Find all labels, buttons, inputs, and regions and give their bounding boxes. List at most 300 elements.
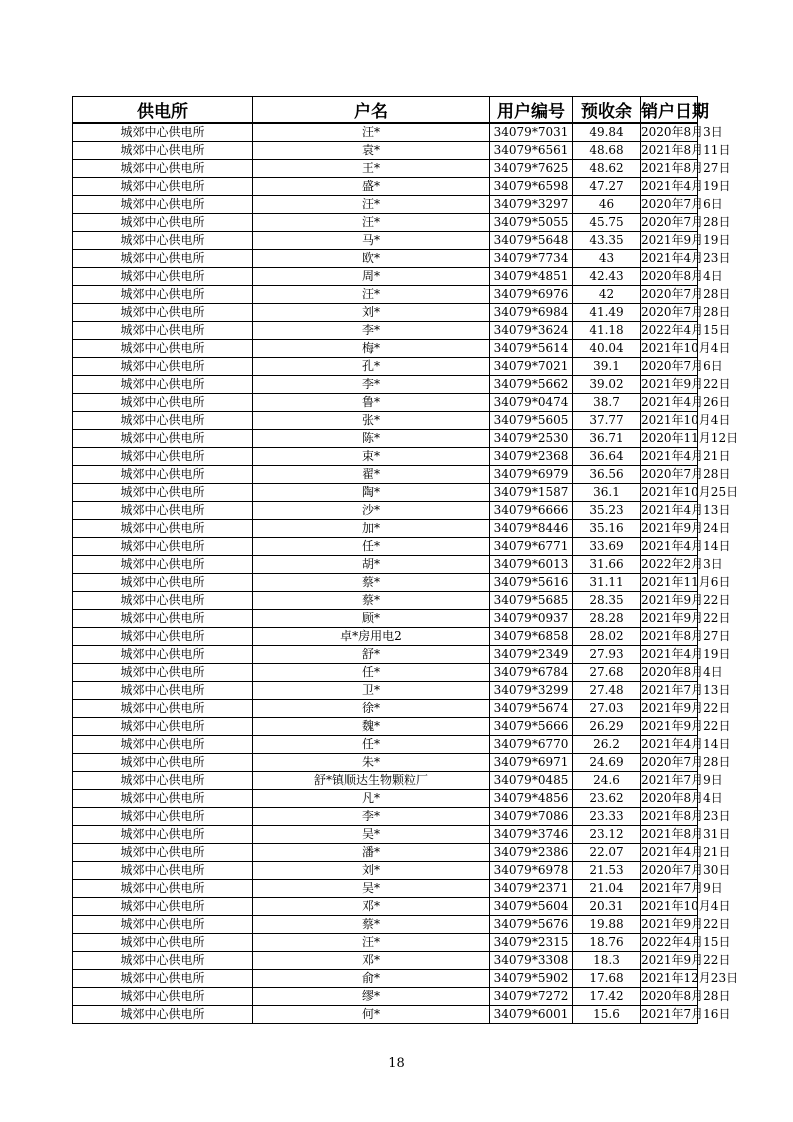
cell-account-name: 缪* [253, 988, 490, 1006]
cell-closing-date: 2021年4月14日 [641, 736, 698, 754]
cell-supply-station: 城郊中心供电所 [73, 880, 253, 898]
cell-prepaid-balance: 36.56 [573, 466, 641, 484]
cell-prepaid-balance: 26.2 [573, 736, 641, 754]
table-row [73, 988, 698, 1006]
cell-account-number: 34079*4856 [490, 790, 573, 808]
cell-account-number: 34079*4851 [490, 268, 573, 286]
table-row [73, 1006, 698, 1024]
cell-account-name: 徐* [253, 700, 490, 718]
cell-prepaid-balance: 18.3 [573, 952, 641, 970]
cell-supply-station: 城郊中心供电所 [73, 538, 253, 556]
cell-account-number: 34079*5614 [490, 340, 573, 358]
cell-prepaid-balance: 17.68 [573, 970, 641, 988]
table-row [73, 826, 698, 844]
cell-account-number: 34079*0485 [490, 772, 573, 790]
cell-account-name: 任* [253, 736, 490, 754]
cell-prepaid-balance: 48.68 [573, 142, 641, 160]
cell-closing-date: 2022年4月15日 [641, 322, 698, 340]
table-row [73, 358, 698, 376]
table-row [73, 592, 698, 610]
cell-account-name: 舒* [253, 646, 490, 664]
cell-prepaid-balance: 27.03 [573, 700, 641, 718]
cell-prepaid-balance: 35.16 [573, 520, 641, 538]
cell-supply-station: 城郊中心供电所 [73, 898, 253, 916]
cell-account-number: 34079*1587 [490, 484, 573, 502]
cell-closing-date: 2020年8月4日 [641, 268, 698, 286]
cell-closing-date: 2022年2月3日 [641, 556, 698, 574]
cell-supply-station: 城郊中心供电所 [73, 160, 253, 178]
cell-account-name: 李* [253, 808, 490, 826]
cell-prepaid-balance: 28.02 [573, 628, 641, 646]
table-row [73, 952, 698, 970]
table-row [73, 880, 698, 898]
cell-supply-station: 城郊中心供电所 [73, 196, 253, 214]
cell-closing-date: 2020年8月4日 [641, 664, 698, 682]
table-body [73, 123, 739, 1024]
cell-closing-date: 2021年8月31日 [641, 826, 698, 844]
cell-supply-station: 城郊中心供电所 [73, 484, 253, 502]
cell-account-number: 34079*5902 [490, 970, 573, 988]
cell-prepaid-balance: 39.02 [573, 376, 641, 394]
table-row [73, 520, 698, 538]
cell-supply-station: 城郊中心供电所 [73, 123, 253, 142]
cell-closing-date: 2021年7月13日 [641, 682, 698, 700]
cell-account-number: 34079*2530 [490, 430, 573, 448]
cell-account-name: 蔡* [253, 916, 490, 934]
cell-account-number: 34079*6976 [490, 286, 573, 304]
cell-account-name: 袁* [253, 142, 490, 160]
cell-account-name: 蔡* [253, 592, 490, 610]
table-row [73, 718, 698, 736]
cell-account-name: 吴* [253, 826, 490, 844]
cell-prepaid-balance: 21.04 [573, 880, 641, 898]
cell-supply-station: 城郊中心供电所 [73, 268, 253, 286]
cell-closing-date: 2021年4月23日 [641, 250, 698, 268]
cell-supply-station: 城郊中心供电所 [73, 970, 253, 988]
cell-account-number: 34079*5605 [490, 412, 573, 430]
cell-prepaid-balance: 23.33 [573, 808, 641, 826]
cell-supply-station: 城郊中心供电所 [73, 322, 253, 340]
cell-supply-station: 城郊中心供电所 [73, 772, 253, 790]
cell-account-number: 34079*6978 [490, 862, 573, 880]
cell-closing-date: 2021年4月19日 [641, 646, 698, 664]
cell-closing-date: 2021年10月4日 [641, 340, 698, 358]
table-row [73, 790, 698, 808]
cell-closing-date: 2021年4月21日 [641, 844, 698, 862]
cell-account-number: 34079*5055 [490, 214, 573, 232]
cell-supply-station: 城郊中心供电所 [73, 340, 253, 358]
table-row [73, 484, 698, 502]
cell-supply-station: 城郊中心供电所 [73, 214, 253, 232]
table-row [73, 250, 698, 268]
cell-account-number: 34079*8446 [490, 520, 573, 538]
table-row [73, 322, 698, 340]
header-closing-date: 销户日期 [641, 97, 698, 124]
cell-account-name: 汪* [253, 123, 490, 142]
cell-supply-station: 城郊中心供电所 [73, 520, 253, 538]
table-row [73, 268, 698, 286]
cell-account-number: 34079*7272 [490, 988, 573, 1006]
cell-account-number: 34079*2315 [490, 934, 573, 952]
cell-account-name: 欧* [253, 250, 490, 268]
cell-account-name: 汪* [253, 934, 490, 952]
table-row [73, 610, 698, 628]
cell-closing-date: 2021年7月16日 [641, 1006, 698, 1024]
table-row [73, 142, 698, 160]
table-row [73, 970, 698, 988]
cell-account-number: 34079*6770 [490, 736, 573, 754]
table-row [73, 412, 698, 430]
cell-supply-station: 城郊中心供电所 [73, 952, 253, 970]
cell-account-name: 邓* [253, 952, 490, 970]
cell-closing-date: 2021年10月4日 [641, 412, 698, 430]
cell-supply-station: 城郊中心供电所 [73, 808, 253, 826]
cell-account-name: 卓*房用电2 [253, 628, 490, 646]
cell-account-number: 34079*7734 [490, 250, 573, 268]
cell-account-number: 34079*2386 [490, 844, 573, 862]
cell-prepaid-balance: 26.29 [573, 718, 641, 736]
cell-prepaid-balance: 43.35 [573, 232, 641, 250]
cell-prepaid-balance: 28.28 [573, 610, 641, 628]
cell-account-name: 张* [253, 412, 490, 430]
cell-supply-station: 城郊中心供电所 [73, 412, 253, 430]
cell-prepaid-balance: 43 [573, 250, 641, 268]
cell-account-number: 34079*0474 [490, 394, 573, 412]
table-row [73, 214, 698, 232]
cell-account-name: 任* [253, 664, 490, 682]
cell-account-number: 34079*6784 [490, 664, 573, 682]
cell-supply-station: 城郊中心供电所 [73, 556, 253, 574]
table-row [73, 448, 698, 466]
cell-prepaid-balance: 46 [573, 196, 641, 214]
cell-closing-date: 2021年7月9日 [641, 880, 698, 898]
cell-closing-date: 2021年8月27日 [641, 160, 698, 178]
table-row [73, 466, 698, 484]
cell-account-name: 胡* [253, 556, 490, 574]
cell-prepaid-balance: 27.48 [573, 682, 641, 700]
cell-account-name: 盛* [253, 178, 490, 196]
cell-prepaid-balance: 27.68 [573, 664, 641, 682]
cell-supply-station: 城郊中心供电所 [73, 736, 253, 754]
table-row [73, 772, 698, 790]
cell-closing-date: 2021年9月19日 [641, 232, 698, 250]
header-account-name: 户名 [253, 97, 490, 124]
cell-account-number: 34079*2368 [490, 448, 573, 466]
cell-closing-date: 2022年4月15日 [641, 934, 698, 952]
cell-account-number: 34079*5616 [490, 574, 573, 592]
cell-account-number: 34079*7021 [490, 358, 573, 376]
cell-supply-station: 城郊中心供电所 [73, 826, 253, 844]
cell-account-name: 翟* [253, 466, 490, 484]
table-row [73, 123, 698, 142]
cell-closing-date: 2020年8月3日 [641, 123, 698, 142]
cell-account-number: 34079*6858 [490, 628, 573, 646]
table-row [73, 502, 698, 520]
cell-closing-date: 2021年8月27日 [641, 628, 698, 646]
cell-account-name: 舒*镇顺达生物颗粒厂 [253, 772, 490, 790]
cell-supply-station: 城郊中心供电所 [73, 646, 253, 664]
cell-account-name: 刘* [253, 304, 490, 322]
closed-accounts-table [72, 96, 739, 1024]
cell-closing-date: 2021年9月22日 [641, 610, 698, 628]
table-row [73, 646, 698, 664]
cell-account-name: 李* [253, 322, 490, 340]
table-row [73, 376, 698, 394]
table-row [73, 538, 698, 556]
cell-supply-station: 城郊中心供电所 [73, 574, 253, 592]
cell-account-name: 蔡* [253, 574, 490, 592]
cell-account-name: 何* [253, 1006, 490, 1024]
cell-prepaid-balance: 42.43 [573, 268, 641, 286]
table-row [73, 232, 698, 250]
cell-supply-station: 城郊中心供电所 [73, 358, 253, 376]
cell-supply-station: 城郊中心供电所 [73, 502, 253, 520]
cell-closing-date: 2021年9月22日 [641, 718, 698, 736]
table-row [73, 808, 698, 826]
cell-supply-station: 城郊中心供电所 [73, 628, 253, 646]
table-row [73, 574, 698, 592]
cell-supply-station: 城郊中心供电所 [73, 1006, 253, 1024]
cell-supply-station: 城郊中心供电所 [73, 682, 253, 700]
cell-supply-station: 城郊中心供电所 [73, 664, 253, 682]
cell-account-name: 汪* [253, 214, 490, 232]
cell-account-name: 沙* [253, 502, 490, 520]
cell-closing-date: 2021年10月4日 [641, 898, 698, 916]
cell-closing-date: 2021年12月23日 [641, 970, 698, 988]
cell-supply-station: 城郊中心供电所 [73, 916, 253, 934]
cell-account-number: 34079*6771 [490, 538, 573, 556]
cell-account-name: 李* [253, 376, 490, 394]
cell-account-name: 凡* [253, 790, 490, 808]
cell-account-number: 34079*6984 [490, 304, 573, 322]
table-row [73, 286, 698, 304]
cell-prepaid-balance: 28.35 [573, 592, 641, 610]
cell-closing-date: 2021年9月22日 [641, 376, 698, 394]
cell-prepaid-balance: 31.11 [573, 574, 641, 592]
table-row [73, 682, 698, 700]
cell-closing-date: 2021年4月14日 [641, 538, 698, 556]
cell-closing-date: 2020年7月28日 [641, 214, 698, 232]
cell-closing-date: 2021年7月9日 [641, 772, 698, 790]
cell-account-number: 34079*5685 [490, 592, 573, 610]
cell-account-number: 34079*7031 [490, 123, 573, 142]
table-row [73, 736, 698, 754]
cell-account-name: 王* [253, 160, 490, 178]
cell-supply-station: 城郊中心供电所 [73, 232, 253, 250]
table-row [73, 394, 698, 412]
cell-account-number: 34079*6971 [490, 754, 573, 772]
cell-supply-station: 城郊中心供电所 [73, 178, 253, 196]
cell-closing-date: 2020年11月12日 [641, 430, 698, 448]
cell-prepaid-balance: 47.27 [573, 178, 641, 196]
cell-account-number: 34079*3299 [490, 682, 573, 700]
cell-account-name: 束* [253, 448, 490, 466]
cell-closing-date: 2021年4月13日 [641, 502, 698, 520]
table-row [73, 844, 698, 862]
cell-supply-station: 城郊中心供电所 [73, 718, 253, 736]
cell-prepaid-balance: 24.6 [573, 772, 641, 790]
cell-supply-station: 城郊中心供电所 [73, 790, 253, 808]
cell-account-number: 34079*5666 [490, 718, 573, 736]
cell-prepaid-balance: 17.42 [573, 988, 641, 1006]
cell-prepaid-balance: 33.69 [573, 538, 641, 556]
cell-account-name: 梅* [253, 340, 490, 358]
cell-closing-date: 2021年8月11日 [641, 142, 698, 160]
cell-prepaid-balance: 23.12 [573, 826, 641, 844]
cell-account-name: 鲁* [253, 394, 490, 412]
cell-account-number: 34079*3308 [490, 952, 573, 970]
cell-closing-date: 2020年7月28日 [641, 286, 698, 304]
cell-closing-date: 2020年8月4日 [641, 790, 698, 808]
cell-supply-station: 城郊中心供电所 [73, 466, 253, 484]
table-row [73, 178, 698, 196]
cell-account-name: 加* [253, 520, 490, 538]
table-row [73, 934, 698, 952]
cell-prepaid-balance: 20.31 [573, 898, 641, 916]
cell-closing-date: 2020年7月6日 [641, 196, 698, 214]
cell-account-name: 周* [253, 268, 490, 286]
cell-supply-station: 城郊中心供电所 [73, 610, 253, 628]
cell-prepaid-balance: 36.64 [573, 448, 641, 466]
cell-account-name: 魏* [253, 718, 490, 736]
cell-prepaid-balance: 18.76 [573, 934, 641, 952]
cell-closing-date: 2021年9月24日 [641, 520, 698, 538]
cell-supply-station: 城郊中心供电所 [73, 376, 253, 394]
table-row [73, 700, 698, 718]
cell-prepaid-balance: 31.66 [573, 556, 641, 574]
cell-supply-station: 城郊中心供电所 [73, 844, 253, 862]
cell-account-name: 卫* [253, 682, 490, 700]
cell-account-number: 34079*5662 [490, 376, 573, 394]
cell-supply-station: 城郊中心供电所 [73, 142, 253, 160]
cell-account-name: 潘* [253, 844, 490, 862]
cell-account-number: 34079*0937 [490, 610, 573, 628]
cell-closing-date: 2021年4月19日 [641, 178, 698, 196]
cell-account-name: 刘* [253, 862, 490, 880]
cell-closing-date: 2020年7月28日 [641, 754, 698, 772]
cell-prepaid-balance: 36.71 [573, 430, 641, 448]
cell-supply-station: 城郊中心供电所 [73, 304, 253, 322]
cell-account-number: 34079*6561 [490, 142, 573, 160]
table-header-row [73, 97, 698, 124]
cell-closing-date: 2021年9月22日 [641, 700, 698, 718]
cell-prepaid-balance: 48.62 [573, 160, 641, 178]
cell-account-name: 任* [253, 538, 490, 556]
cell-account-number: 34079*7086 [490, 808, 573, 826]
cell-closing-date: 2020年7月30日 [641, 862, 698, 880]
cell-closing-date: 2021年9月22日 [641, 916, 698, 934]
cell-account-number: 34079*6666 [490, 502, 573, 520]
cell-supply-station: 城郊中心供电所 [73, 286, 253, 304]
cell-closing-date: 2021年4月26日 [641, 394, 698, 412]
cell-prepaid-balance: 39.1 [573, 358, 641, 376]
cell-account-number: 34079*5674 [490, 700, 573, 718]
cell-account-number: 34079*6979 [490, 466, 573, 484]
cell-prepaid-balance: 22.07 [573, 844, 641, 862]
cell-account-name: 顾* [253, 610, 490, 628]
cell-supply-station: 城郊中心供电所 [73, 862, 253, 880]
cell-account-number: 34079*3746 [490, 826, 573, 844]
table-row [73, 340, 698, 358]
table-row [73, 430, 698, 448]
cell-account-name: 陶* [253, 484, 490, 502]
cell-supply-station: 城郊中心供电所 [73, 394, 253, 412]
cell-account-number: 34079*6001 [490, 1006, 573, 1024]
table-row [73, 196, 698, 214]
cell-prepaid-balance: 19.88 [573, 916, 641, 934]
table-row [73, 898, 698, 916]
cell-prepaid-balance: 35.23 [573, 502, 641, 520]
cell-account-number: 34079*2349 [490, 646, 573, 664]
cell-account-name: 陈* [253, 430, 490, 448]
header-supply-station: 供电所 [73, 97, 253, 124]
cell-closing-date: 2021年9月22日 [641, 952, 698, 970]
cell-account-number: 34079*2371 [490, 880, 573, 898]
cell-account-number: 34079*6013 [490, 556, 573, 574]
cell-account-number: 34079*3297 [490, 196, 573, 214]
table-row [73, 628, 698, 646]
table-row [73, 304, 698, 322]
cell-account-number: 34079*7625 [490, 160, 573, 178]
cell-prepaid-balance: 23.62 [573, 790, 641, 808]
cell-supply-station: 城郊中心供电所 [73, 934, 253, 952]
cell-account-name: 汪* [253, 286, 490, 304]
cell-prepaid-balance: 38.7 [573, 394, 641, 412]
cell-prepaid-balance: 15.6 [573, 1006, 641, 1024]
cell-closing-date: 2021年4月21日 [641, 448, 698, 466]
cell-prepaid-balance: 40.04 [573, 340, 641, 358]
table-row [73, 754, 698, 772]
table-row [73, 664, 698, 682]
cell-account-name: 邓* [253, 898, 490, 916]
cell-prepaid-balance: 27.93 [573, 646, 641, 664]
cell-account-number: 34079*5648 [490, 232, 573, 250]
cell-prepaid-balance: 37.77 [573, 412, 641, 430]
cell-closing-date: 2020年7月28日 [641, 304, 698, 322]
cell-account-number: 34079*5676 [490, 916, 573, 934]
cell-prepaid-balance: 41.18 [573, 322, 641, 340]
cell-account-name: 俞* [253, 970, 490, 988]
cell-account-name: 马* [253, 232, 490, 250]
cell-prepaid-balance: 42 [573, 286, 641, 304]
table-row [73, 556, 698, 574]
header-account-number: 用户编号 [490, 97, 573, 124]
cell-prepaid-balance: 36.1 [573, 484, 641, 502]
cell-supply-station: 城郊中心供电所 [73, 250, 253, 268]
cell-closing-date: 2021年10月25日 [641, 484, 698, 502]
cell-prepaid-balance: 24.69 [573, 754, 641, 772]
cell-supply-station: 城郊中心供电所 [73, 430, 253, 448]
cell-prepaid-balance: 45.75 [573, 214, 641, 232]
cell-account-name: 孔* [253, 358, 490, 376]
cell-prepaid-balance: 41.49 [573, 304, 641, 322]
page-number: 18 [388, 1056, 405, 1071]
cell-closing-date: 2021年11月6日 [641, 574, 698, 592]
cell-closing-date: 2020年7月28日 [641, 466, 698, 484]
cell-prepaid-balance: 49.84 [573, 123, 641, 142]
table-row [73, 862, 698, 880]
cell-closing-date: 2021年9月22日 [641, 592, 698, 610]
cell-account-name: 汪* [253, 196, 490, 214]
cell-account-name: 吴* [253, 880, 490, 898]
cell-closing-date: 2021年8月23日 [641, 808, 698, 826]
cell-supply-station: 城郊中心供电所 [73, 988, 253, 1006]
cell-account-number: 34079*3624 [490, 322, 573, 340]
cell-supply-station: 城郊中心供电所 [73, 700, 253, 718]
cell-account-number: 34079*6598 [490, 178, 573, 196]
cell-supply-station: 城郊中心供电所 [73, 448, 253, 466]
table-row [73, 916, 698, 934]
